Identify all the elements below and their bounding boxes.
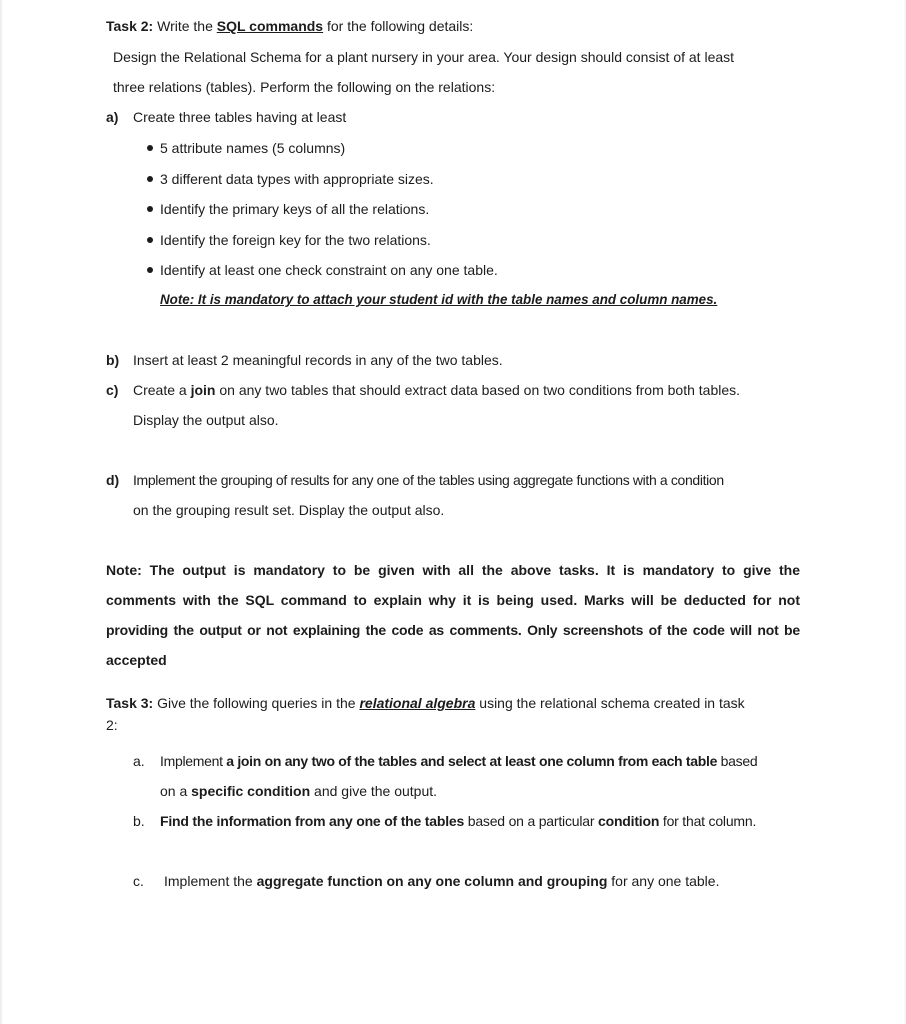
- task3-a-line2-bold: specific condition: [191, 783, 311, 799]
- task3-b-mid: based on a particular: [464, 813, 598, 829]
- task3-c-bold: aggregate function on any one column and grouping: [256, 873, 608, 889]
- task3-a-bold: a join on any two of the tables and select at least one column from each table: [226, 753, 718, 769]
- note-line-3: providing the output or not explaining the code as comments. Only screenshots of the code will not be: [106, 622, 800, 638]
- task3-b-post: for that column.: [659, 813, 757, 829]
- bullet-item-4: Identify the foreign key for the two relations.: [160, 232, 431, 248]
- bullet-item-3: Identify the primary keys of all the relations.: [160, 201, 430, 217]
- task3-c-post: for any one table.: [607, 873, 720, 889]
- item-c-post: on any two tables that should extract data based on two conditions from both tables.: [215, 382, 741, 398]
- bullet-item-5: Identify at least one check constraint on any one table.: [160, 262, 498, 278]
- task3-c-pre: Implement the: [164, 873, 257, 889]
- task3-b-bold2: condition: [598, 813, 660, 829]
- task3-heading-pre: Give the following queries in the: [153, 695, 360, 711]
- student-id-note: Note: It is mandatory to attach your student id with the table names and column names.: [160, 292, 718, 307]
- item-c-join: join: [190, 382, 216, 398]
- bullet-item-2: 3 different data types with appropriate sizes.: [160, 171, 434, 187]
- bullet-icon: [147, 237, 153, 243]
- task3-c-label: c.: [133, 873, 144, 889]
- task3-b-line: [160, 812, 756, 830]
- page-left-edge: [0, 0, 3, 1024]
- task3-heading: [106, 694, 745, 712]
- task2-sql-commands: SQL commands: [216, 18, 324, 34]
- task2-intro-line1: Design the Relational Schema for a plant nursery in your area. Your design should consist of at least: [113, 49, 735, 65]
- task3-relational-algebra: relational algebra: [359, 695, 476, 711]
- bullet-icon: [147, 267, 153, 273]
- bullet-icon: [147, 145, 153, 151]
- bullet-icon: [147, 206, 153, 212]
- task3-c-line: [164, 872, 719, 890]
- task3-b-label: b.: [133, 813, 145, 829]
- task2-intro-line2: three relations (tables). Perform the following on the relations:: [113, 79, 496, 95]
- note-line-1: Note: The output is mandatory to be given with all the above tasks. It is mandatory to give the: [106, 562, 800, 578]
- item-b-text: Insert at least 2 meaningful records in any of the two tables.: [133, 352, 503, 368]
- task3-a-label: a.: [133, 753, 145, 769]
- task3-b-bold: Find the information from any one of the tables: [160, 813, 465, 829]
- task3-heading-line2: 2:: [106, 717, 118, 733]
- item-d-label: d): [106, 472, 120, 488]
- item-a-text: Create three tables having at least: [133, 109, 347, 125]
- task2-heading: [106, 17, 473, 35]
- item-c-label: c): [106, 382, 119, 398]
- task3-a-line1: [160, 752, 757, 770]
- item-d-line2: on the grouping result set. Display the output also.: [133, 502, 445, 518]
- item-a-label: a): [106, 109, 119, 125]
- item-c-line2: Display the output also.: [133, 412, 279, 428]
- item-d-line1: Implement the grouping of results for any one of the tables using aggregate functions with a condition: [133, 472, 724, 488]
- task2-heading-pre: Write the: [153, 18, 217, 34]
- task2-label: Task 2:: [106, 18, 154, 34]
- task3-a-line2-pre: on a: [160, 783, 192, 799]
- task3-a-pre: Implement: [160, 753, 227, 769]
- task3-heading-post: using the relational schema created in task: [475, 695, 745, 711]
- item-c-text: [133, 381, 740, 399]
- task3-a-line2: [160, 782, 437, 800]
- task3-a-line2-post: and give the output.: [310, 783, 438, 799]
- bullet-item-1: 5 attribute names (5 columns): [160, 140, 346, 156]
- task3-label: Task 3:: [106, 695, 154, 711]
- task3-a-post: based: [717, 753, 758, 769]
- item-b-label: b): [106, 352, 120, 368]
- note-line-2: comments with the SQL command to explain why it is being used. Marks will be deducted for not: [106, 592, 800, 608]
- note-line-4: accepted: [106, 652, 167, 668]
- task2-heading-post: for the following details:: [323, 18, 474, 34]
- bullet-icon: [147, 176, 153, 182]
- item-c-pre: Create a: [133, 382, 191, 398]
